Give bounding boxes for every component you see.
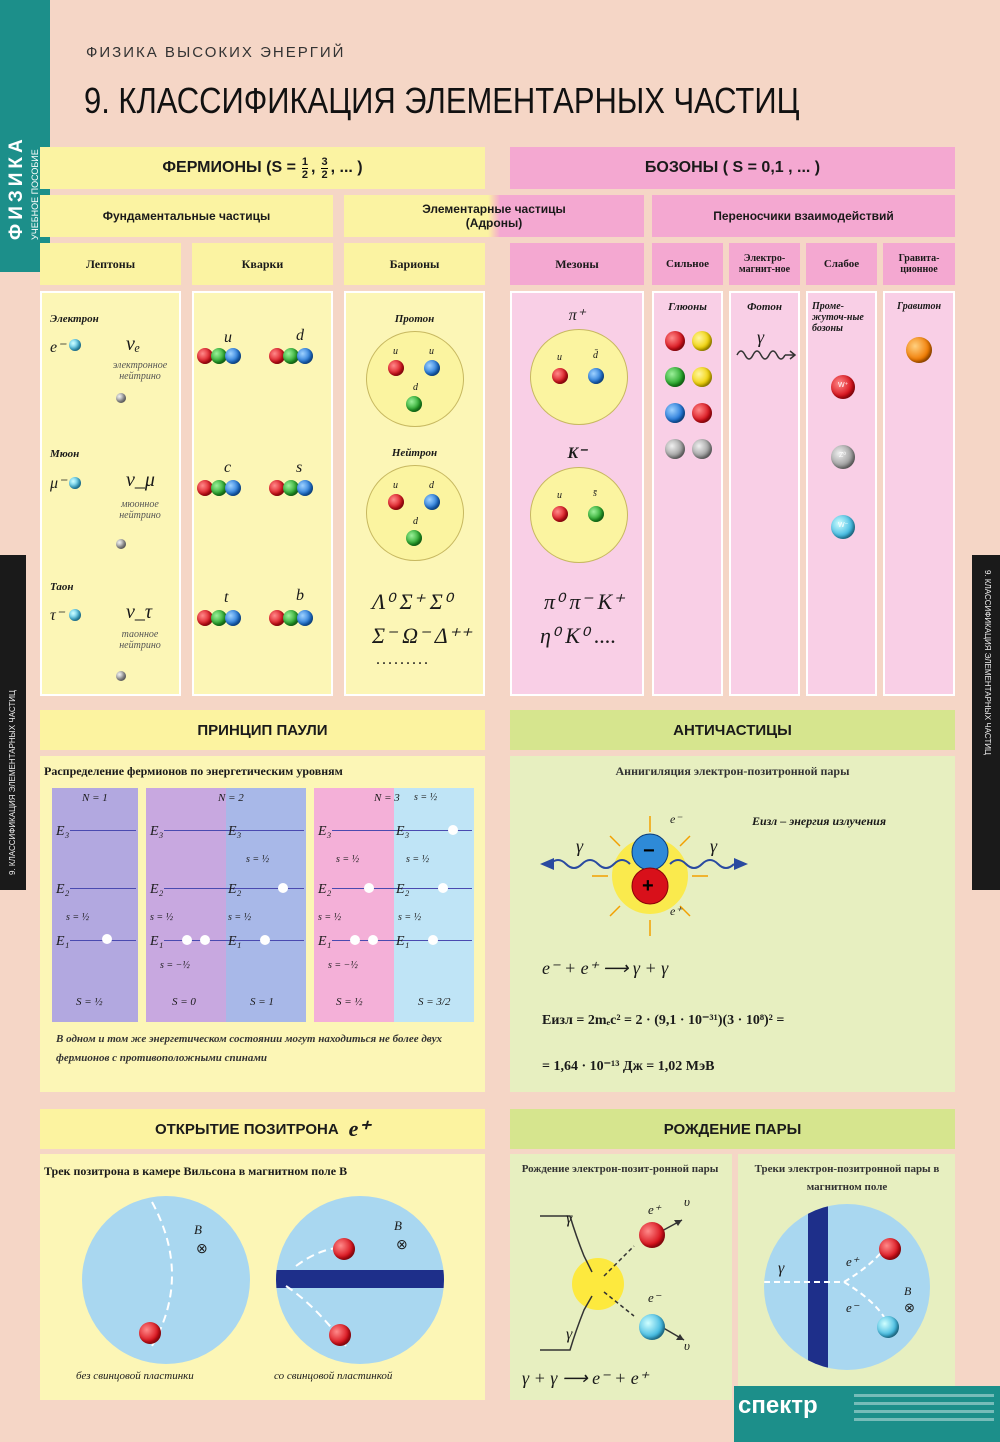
svg-text:+: +: [642, 875, 654, 897]
gluon-row: [666, 367, 711, 387]
gluon-row: [666, 403, 711, 423]
footer-bar: [734, 1386, 1000, 1442]
col-quarks: Кварки: [192, 243, 333, 285]
mesons-panel: π⁺ u d̄ K⁻ u s̄ π⁰ π⁻ K⁺ η⁰ K⁰ ....: [510, 291, 644, 696]
right-side-bar: [972, 555, 1000, 890]
pair-panel-right: Треки электрон-позитронной пары в магнитном поле γ e⁺ e⁻ B⃗ ⊗: [738, 1154, 955, 1386]
pauli-panel: Распределение фермионов по энергетическим уровням N = 1 E₃ E₂ E₁ s = ½ S = ½ N = 2 E₃ E₃ E₂ E₂ s = ½ E₁ E₁ s = ½ s = −½ s = ½ S = 0 S = 1 N = 3 s = ½ E₃ E₃ s = ½ s = ½ E₂ E₂ E₁ E₁ s = ½ s = ½ s = −½ S = ½ S = 3/2 В одном и том же энергетическом состоянии могут находиться не более двух фермионов с противоположными спинами: [40, 756, 485, 1092]
neutron-circle: u d d: [366, 465, 464, 561]
quark-d-balls: [270, 347, 312, 365]
kaon-circle: u s̄: [530, 467, 628, 563]
col-leptons: Лептоны: [40, 243, 181, 285]
annihilation-eq: e⁻ + e⁺ ⟶ γ + γ: [542, 958, 669, 978]
anti-panel: Аннигиляция электрон-позитронной пары Eизл – энергия излучения − + γ γ e⁻ e⁺ e⁻ + e⁺ ⟶ γ + γ Eизл = 2mₑc² = 2 · (9,1 · 10⁻³¹)(3 · 10⁸)² = = 1,64 · 10⁻¹³ Дж = 1,02 МэВ: [510, 756, 955, 1092]
quark-t-balls: [198, 609, 240, 627]
pauli-header: ПРИНЦИП ПАУЛИ: [40, 710, 485, 750]
positron-header: ОТКРЫТИЕ ПОЗИТРОНА e⁺: [40, 1109, 485, 1149]
bosons-header: БОЗОНЫ ( S = 0,1 , ... ): [510, 147, 955, 189]
anti-header: АНТИЧАСТИЦЫ: [510, 710, 955, 750]
electron-ball: [639, 1314, 665, 1340]
col-weak: Слабое: [806, 243, 877, 285]
brand-logo: спектр: [738, 1392, 818, 1419]
pauli-n3: N = 3 s = ½ E₃ E₃ s = ½ s = ½ E₂ E₂ E₁ E₁ s = ½ s = ½ s = −½ S = ½ S = 3/2: [314, 788, 474, 1022]
side-subject: ФИЗИКА: [6, 135, 27, 240]
cloud-chamber-1: B⃗ ⊗: [82, 1196, 250, 1364]
carriers-header: Переносчики взаимодействий: [652, 195, 955, 237]
energy-eq: Eизл = 2mₑc² = 2 · (9,1 · 10⁻³¹)(3 · 10⁸)² =: [542, 1013, 785, 1028]
pair-header: РОЖДЕНИЕ ПАРЫ: [510, 1109, 955, 1149]
annihilation-diagram: [530, 796, 760, 946]
pauli-n1: N = 1 E₃ E₂ E₁ s = ½ S = ½: [52, 788, 138, 1022]
supertitle: ФИЗИКА ВЫСОКИХ ЭНЕРГИЙ: [86, 44, 346, 61]
muon-icon: [69, 477, 81, 489]
taon-icon: [69, 609, 81, 621]
quark-s-balls: [270, 479, 312, 497]
quark-c-balls: [198, 479, 240, 497]
col-grav: Гравита-ционное: [883, 243, 955, 285]
pair-chamber: γ e⁺ e⁻ B⃗ ⊗: [764, 1204, 930, 1370]
side-subtitle: УЧЕБНОЕ ПОСОБИЕ: [30, 149, 40, 240]
energy-result: = 1,64 · 10⁻¹³ Дж = 1,02 МэВ: [542, 1059, 715, 1074]
positron-ball: [639, 1222, 665, 1248]
gluon-row: [666, 439, 711, 459]
caption-no-plate: без свинцовой пластинки: [76, 1370, 194, 1382]
anti-legend: Eизл – энергия излучения: [752, 814, 886, 828]
leptons-panel: Электрон e⁻ νₑ электронное нейтрино Мюон μ⁻ ν_μ мюонное нейтрино Таон τ⁻ ν_τ таонное нейтрино: [40, 291, 181, 696]
fermions-header: ФЕРМИОНЫ (S = $\frac{1}{2}$ , 3 2 , ... ): [40, 147, 485, 189]
col-mesons: Мезоны: [510, 243, 644, 285]
page-title: 9. КЛАССИФИКАЦИЯ ЭЛЕМЕНТАРНЫХ ЧАСТИЦ: [84, 80, 800, 121]
left-bar-text: 9. КЛАССИФИКАЦИЯ ЭЛЕМЕНТАРНЫХ ЧАСТИЦ: [8, 690, 17, 875]
pair-eq: γ + γ ⟶ e⁻ + e⁺: [522, 1368, 649, 1388]
positron-panel: Трек позитрона в камере Вильсона в магнитном поле B B⃗ ⊗ B⃗ ⊗ без свинцовой пластинки со свинцовой пластинкой: [40, 1154, 485, 1400]
quarks-panel: u d c s t b: [192, 291, 333, 696]
weak-panel: Проме-жуточ-ные бозоны W⁺ Z⁰ W⁻: [806, 291, 877, 696]
neutrino-icon: [116, 393, 126, 403]
svg-text:−: −: [643, 840, 655, 862]
grav-panel: Гравитон: [883, 291, 955, 696]
pair-panel-left: Рождение электрон-позит-ронной пары γ γ e⁺ υ⃗ e⁻ υ⃗ γ + γ ⟶ e⁻ + e⁺: [510, 1154, 732, 1400]
neutrino-icon: [116, 671, 126, 681]
baryons-panel: Протон u u d Нейтрон u d d Λ⁰ Σ⁺ Σ⁰ Σ⁻ Ω⁻ Δ⁺⁺ .........: [344, 291, 485, 696]
hadrons-header: Элементарные частицы (Адроны): [344, 195, 644, 237]
strong-panel: Глюоны: [652, 291, 723, 696]
neutrino-icon: [116, 539, 126, 549]
col-em: Электро-магнит-ное: [729, 243, 800, 285]
pauli-note: В одном и том же энергетическом состоянии могут находиться не более двух фермионов с противоположными спинами: [56, 1033, 442, 1064]
electron-icon: [69, 339, 81, 351]
right-bar-text: 9. КЛАССИФИКАЦИЯ ЭЛЕМЕНТАРНЫХ ЧАСТИЦ: [983, 570, 992, 755]
em-panel: Фотон γ: [729, 291, 800, 696]
caption-plate: со свинцовой пластинкой: [274, 1370, 393, 1382]
fundamental-header: Фундаментальные частицы: [40, 195, 333, 237]
pauli-n2: N = 2 E₃ E₃ E₂ E₂ s = ½ E₁ E₁ s = ½ s = −½ s = ½ S = 0 S = 1: [146, 788, 306, 1022]
wave-icon: [735, 347, 799, 363]
pair-production-diagram: [530, 1206, 720, 1356]
quark-u-balls: [198, 347, 240, 365]
col-strong: Сильное: [652, 243, 723, 285]
left-side-bar: [0, 555, 26, 890]
col-baryons: Барионы: [344, 243, 485, 285]
proton-circle: u u d: [366, 331, 464, 427]
pion-circle: u d̄: [530, 329, 628, 425]
gluon-row: [666, 331, 711, 351]
graviton-icon: [906, 337, 932, 363]
quark-b-balls: [270, 609, 312, 627]
cloud-chamber-2: B⃗ ⊗: [276, 1196, 444, 1364]
